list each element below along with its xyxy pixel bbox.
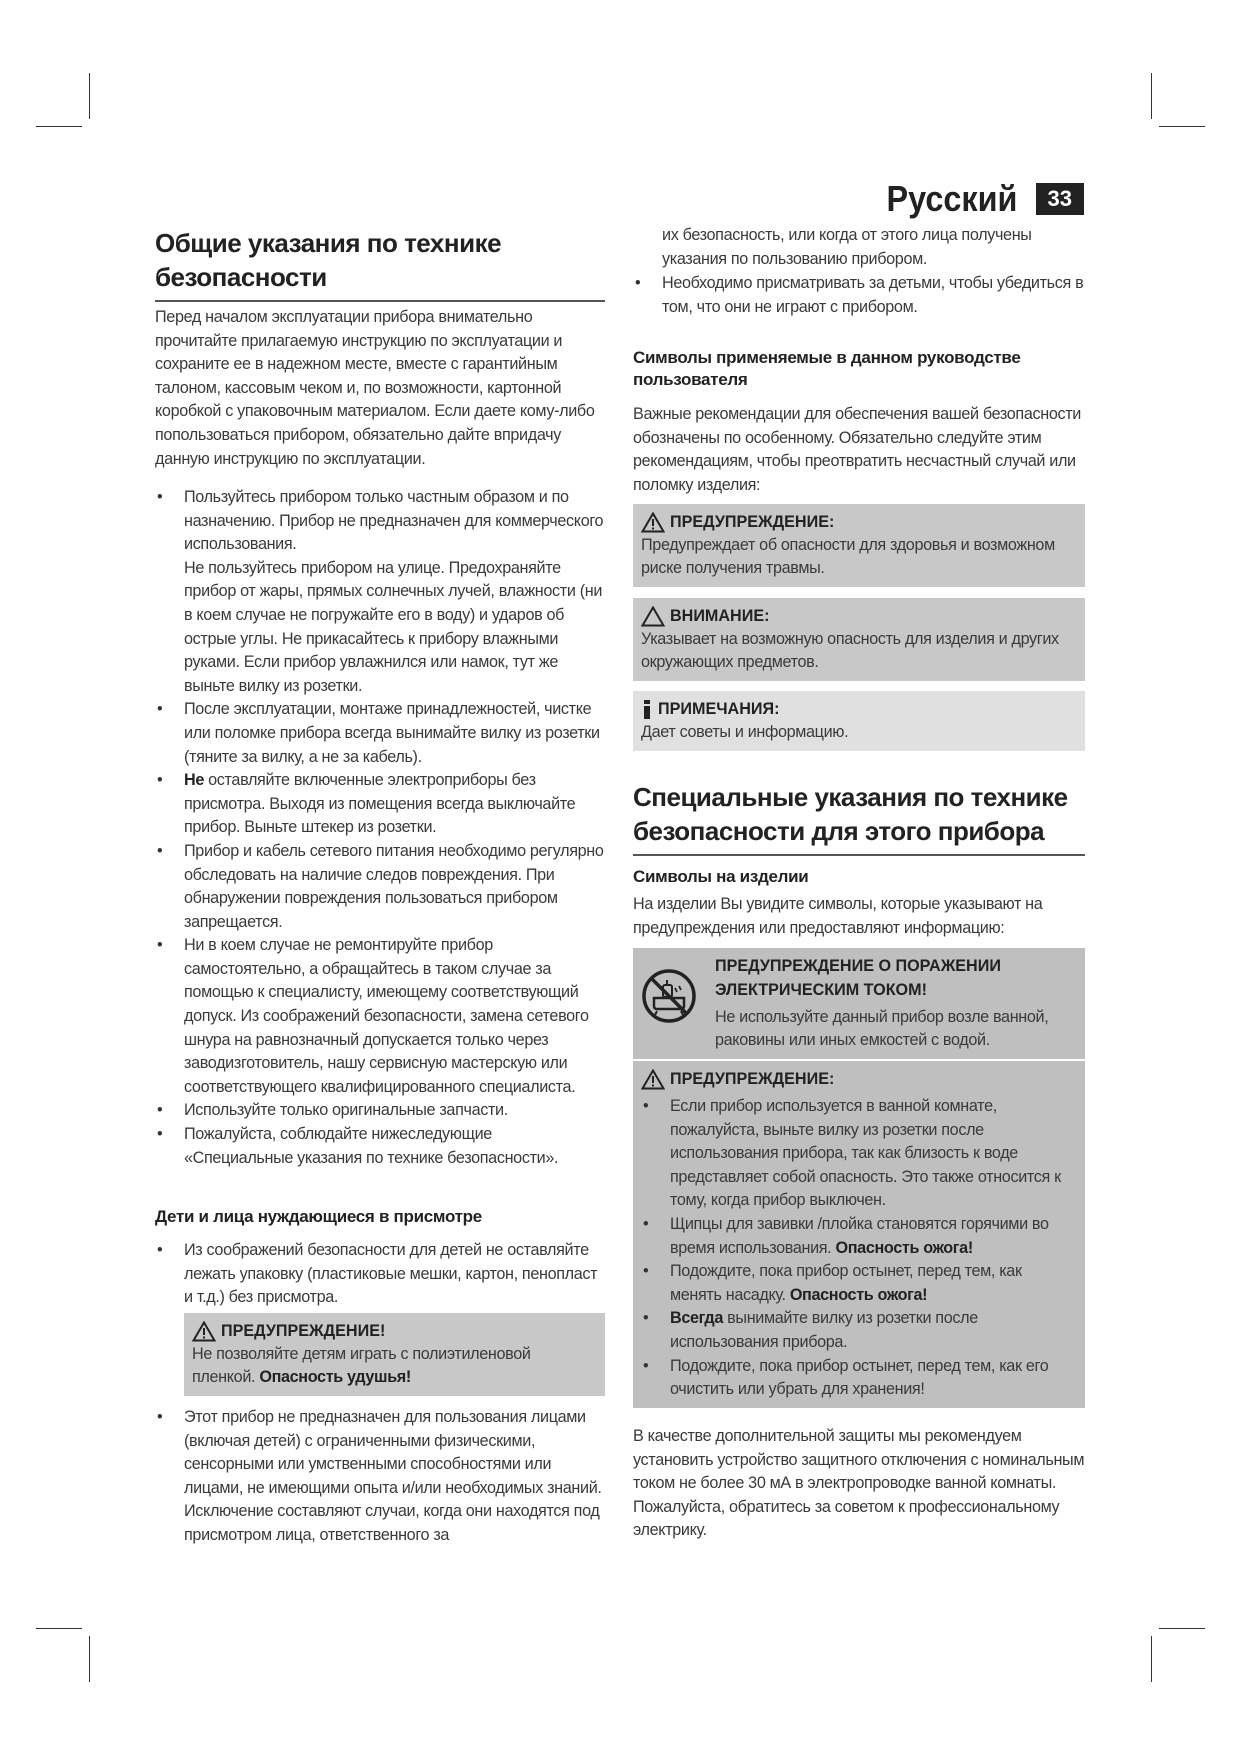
list-item: • После эксплуатации, монтаже принадлежностей, чистке или поломке прибора всегда вынимайте вилку из розетки (тяните за вилку, а не за кабель). xyxy=(155,698,605,769)
children-bullet-list xyxy=(155,1239,605,1310)
warning-box-title: ПРЕДУПРЕЖДЕНИЕ! xyxy=(192,1319,597,1343)
caution-symbol-text: Указывает на возможную опасность для изделия и других окружающих предметов. xyxy=(641,630,1059,671)
children-heading: Дети и лица нуждающиеся в присмотре xyxy=(155,1207,482,1226)
list-item: • Этот прибор не предназначен для пользования лицами (включая детей) с ограниченными физическими, сенсорными или умственными способностями или лицами, не имеющими опыта и/или необходимых знаний. Исключение составляют случаи, когда они находятся под присмотром лица, ответственного за xyxy=(155,1406,605,1548)
electric-shock-title: ПРЕДУПРЕЖДЕНИЕ О ПОРАЖЕНИИ ЭЛЕКТРИЧЕСКИМ ТОКОМ! xyxy=(715,956,1001,999)
usage-warning-list xyxy=(641,1095,1077,1402)
warning-symbol-title: ПРЕДУПРЕЖДЕНИЕ: xyxy=(670,512,835,531)
crop-mark xyxy=(89,73,90,119)
list-item: • Не оставляйте включенные электроприборы без присмотра. Выходя из помещения всегда выключайте прибор. Выньте штекер из розетки. xyxy=(155,769,605,840)
warning-triangle-icon xyxy=(641,512,665,533)
symbols-heading: Символы применяемые в данном руководстве пользователя xyxy=(633,348,1021,389)
caution-symbol-box xyxy=(633,598,1085,681)
warning-triangle-icon xyxy=(641,1069,665,1090)
crop-mark xyxy=(1151,73,1152,119)
warning-usage-title: ПРЕДУПРЕЖДЕНИЕ: xyxy=(670,1069,835,1088)
intro-paragraph: Перед началом эксплуатации прибора внимательно прочитайте прилагаемую инструкцию по эксплуатации и сохраните ее в надежном месте, вместе с гарантийным талоном, кассовым чеком и, по возможности, картонной коробкой с упаковочным материалом. Если даете кому-либо попользоваться прибором, обязательно дайте впридачу данную инструкцию по эксплуатации. xyxy=(155,308,595,468)
section-title: Общие указания по технике безопасности xyxy=(155,228,502,292)
bold-text: Не xyxy=(184,771,204,790)
list-item: • Прибор и кабель сетевого питания необходимо регулярно обследовать на наличие следов повреждения. При обнаружении повреждения пользоваться прибором запрещается. xyxy=(155,840,605,934)
continuation-text: их безопасность, или когда от этого лица получены указания по пользованию прибором. xyxy=(662,226,1032,268)
list-item-continuation: Не пользуйтесь прибором на улице. Предохраняйте прибор от жары, прямых солнечных лучей, влажности (ни в коем случае не погружайте его в воду) и ударов об острые углы. Не прикасайтесь к прибору влажными руками. Если прибор увлажнился или намок, тут же выньте вилку из розетки. xyxy=(184,558,603,695)
crop-mark xyxy=(89,1636,90,1682)
children-bullet-list-2 xyxy=(155,1406,605,1548)
list-item: • Всегда вынимайте вилку из розетки после использования прибора. xyxy=(641,1307,1077,1354)
list-item: • Ни в коем случае не ремонтируйте прибор самостоятельно, а обращайтесь в таком случае за помощью к специалисту, имеющему соответствующий допуск. Из соображений безопасности, замена сетевого шнура на равнозначный допускается только через заводизготовитель, нашу сервисную мастерскую или соответствующего квалифицированного специалиста. xyxy=(155,934,605,1099)
list-item: • Пожалуйста, соблюдайте нижеследующие «Специальные указания по технике безопасности». xyxy=(155,1123,605,1170)
list-item: • Щипцы для завивки /плойка становятся горячими во время использования. Опасность ожога! xyxy=(641,1213,1077,1260)
caution-symbol-title: ВНИМАНИЕ: xyxy=(670,606,770,625)
crop-mark xyxy=(1151,1636,1152,1682)
page-number: 33 xyxy=(1036,183,1084,215)
page-header xyxy=(872,178,1084,220)
no-bath-icon xyxy=(641,968,697,1024)
rcd-recommendation: В качестве дополнительной защиты мы рекомендуем установить устройство защитного отключения с номинальным током не более 30 мА в электропроводке ванной комнаты. Пожалуйста, обратитесь за советом к профессиональному электрику. xyxy=(633,1427,1085,1540)
symbols-intro: Важные рекомендации для обеспечения вашей безопасности обозначены по особенному. Обязательно следуйте этим рекомендациям, чтобы преотвратить несчастный случай или поломку изделия: xyxy=(633,405,1081,494)
warning-box-text: Не позволяйте детям играть с полиэтиленовой пленкой. Опасность удушья! xyxy=(192,1345,531,1386)
product-symbols-intro: На изделии Вы увидите символы, которые указывают на предупреждения или предоставляют информацию: xyxy=(633,895,1043,937)
section-title-wrap xyxy=(155,226,605,302)
info-icon xyxy=(641,699,653,720)
note-symbol-box xyxy=(633,691,1085,751)
caution-triangle-icon xyxy=(641,606,665,627)
product-symbols-heading: Символы на изделии xyxy=(633,867,809,886)
electric-shock-text: Не используйте данный прибор возле ванной, раковины или иных емкостей с водой. xyxy=(715,1008,1049,1049)
crop-mark xyxy=(1159,126,1205,127)
note-symbol-title: ПРИМЕЧАНИЯ: xyxy=(658,699,780,718)
crop-mark xyxy=(36,1628,82,1629)
warning-symbol-text: Предупреждает об опасности для здоровья и возможном риске получения травмы. xyxy=(641,536,1055,577)
warning-box-children xyxy=(184,1313,605,1396)
note-symbol-text: Дает советы и информацию. xyxy=(641,723,849,741)
list-item: • Подождите, пока прибор остынет, перед тем, как менять насадку. Опасность ожога! xyxy=(641,1260,1077,1307)
warning-box-usage xyxy=(633,1061,1085,1408)
special-section-title: Специальные указания по технике безопасности для этого прибора xyxy=(633,782,1068,846)
crop-mark xyxy=(1159,1628,1205,1629)
safety-bullet-list xyxy=(155,486,605,1170)
language-label: Русский xyxy=(886,178,1018,219)
list-item: • Подождите, пока прибор остынет, перед тем, как его очистить или убрать для хранения! xyxy=(641,1355,1077,1402)
list-item: • Если прибор используется в ванной комнате, пожалуйста, выньте вилку из розетки после использования прибора, так как близость к воде представляет собой опасность. Это также относится к тому, когда прибор выключен. xyxy=(641,1095,1077,1213)
warning-symbol-box xyxy=(633,504,1085,587)
list-item: • Пользуйтесь прибором только частным образом и по назначению. Прибор не предназначен для коммерческого использования. Не пользуйтесь прибором на улице. Предохраняйте прибор от жары, прямых солнечных лучей, влажности (ни в коем случае не погружайте его в воду) и ударов об острые углы. Не прикасайтесь к прибору влажными руками. Если прибор увлажнился или намок, тут же выньте вилку из розетки. xyxy=(155,486,605,698)
crop-mark xyxy=(36,126,82,127)
children-supervision-list xyxy=(633,272,1085,319)
warning-triangle-icon xyxy=(192,1321,216,1342)
electric-shock-box xyxy=(633,948,1085,1059)
list-item: • Необходимо присматривать за детьми, чтобы убедиться в том, что они не играют с прибором. xyxy=(633,272,1085,319)
special-title-wrap xyxy=(633,780,1085,856)
list-item: • Используйте только оригинальные запчасти. xyxy=(155,1099,605,1123)
list-item: • Из соображений безопасности для детей не оставляйте лежать упаковку (пластиковые мешки, картон, пенопласт и т.д.) без присмотра. xyxy=(155,1239,605,1310)
